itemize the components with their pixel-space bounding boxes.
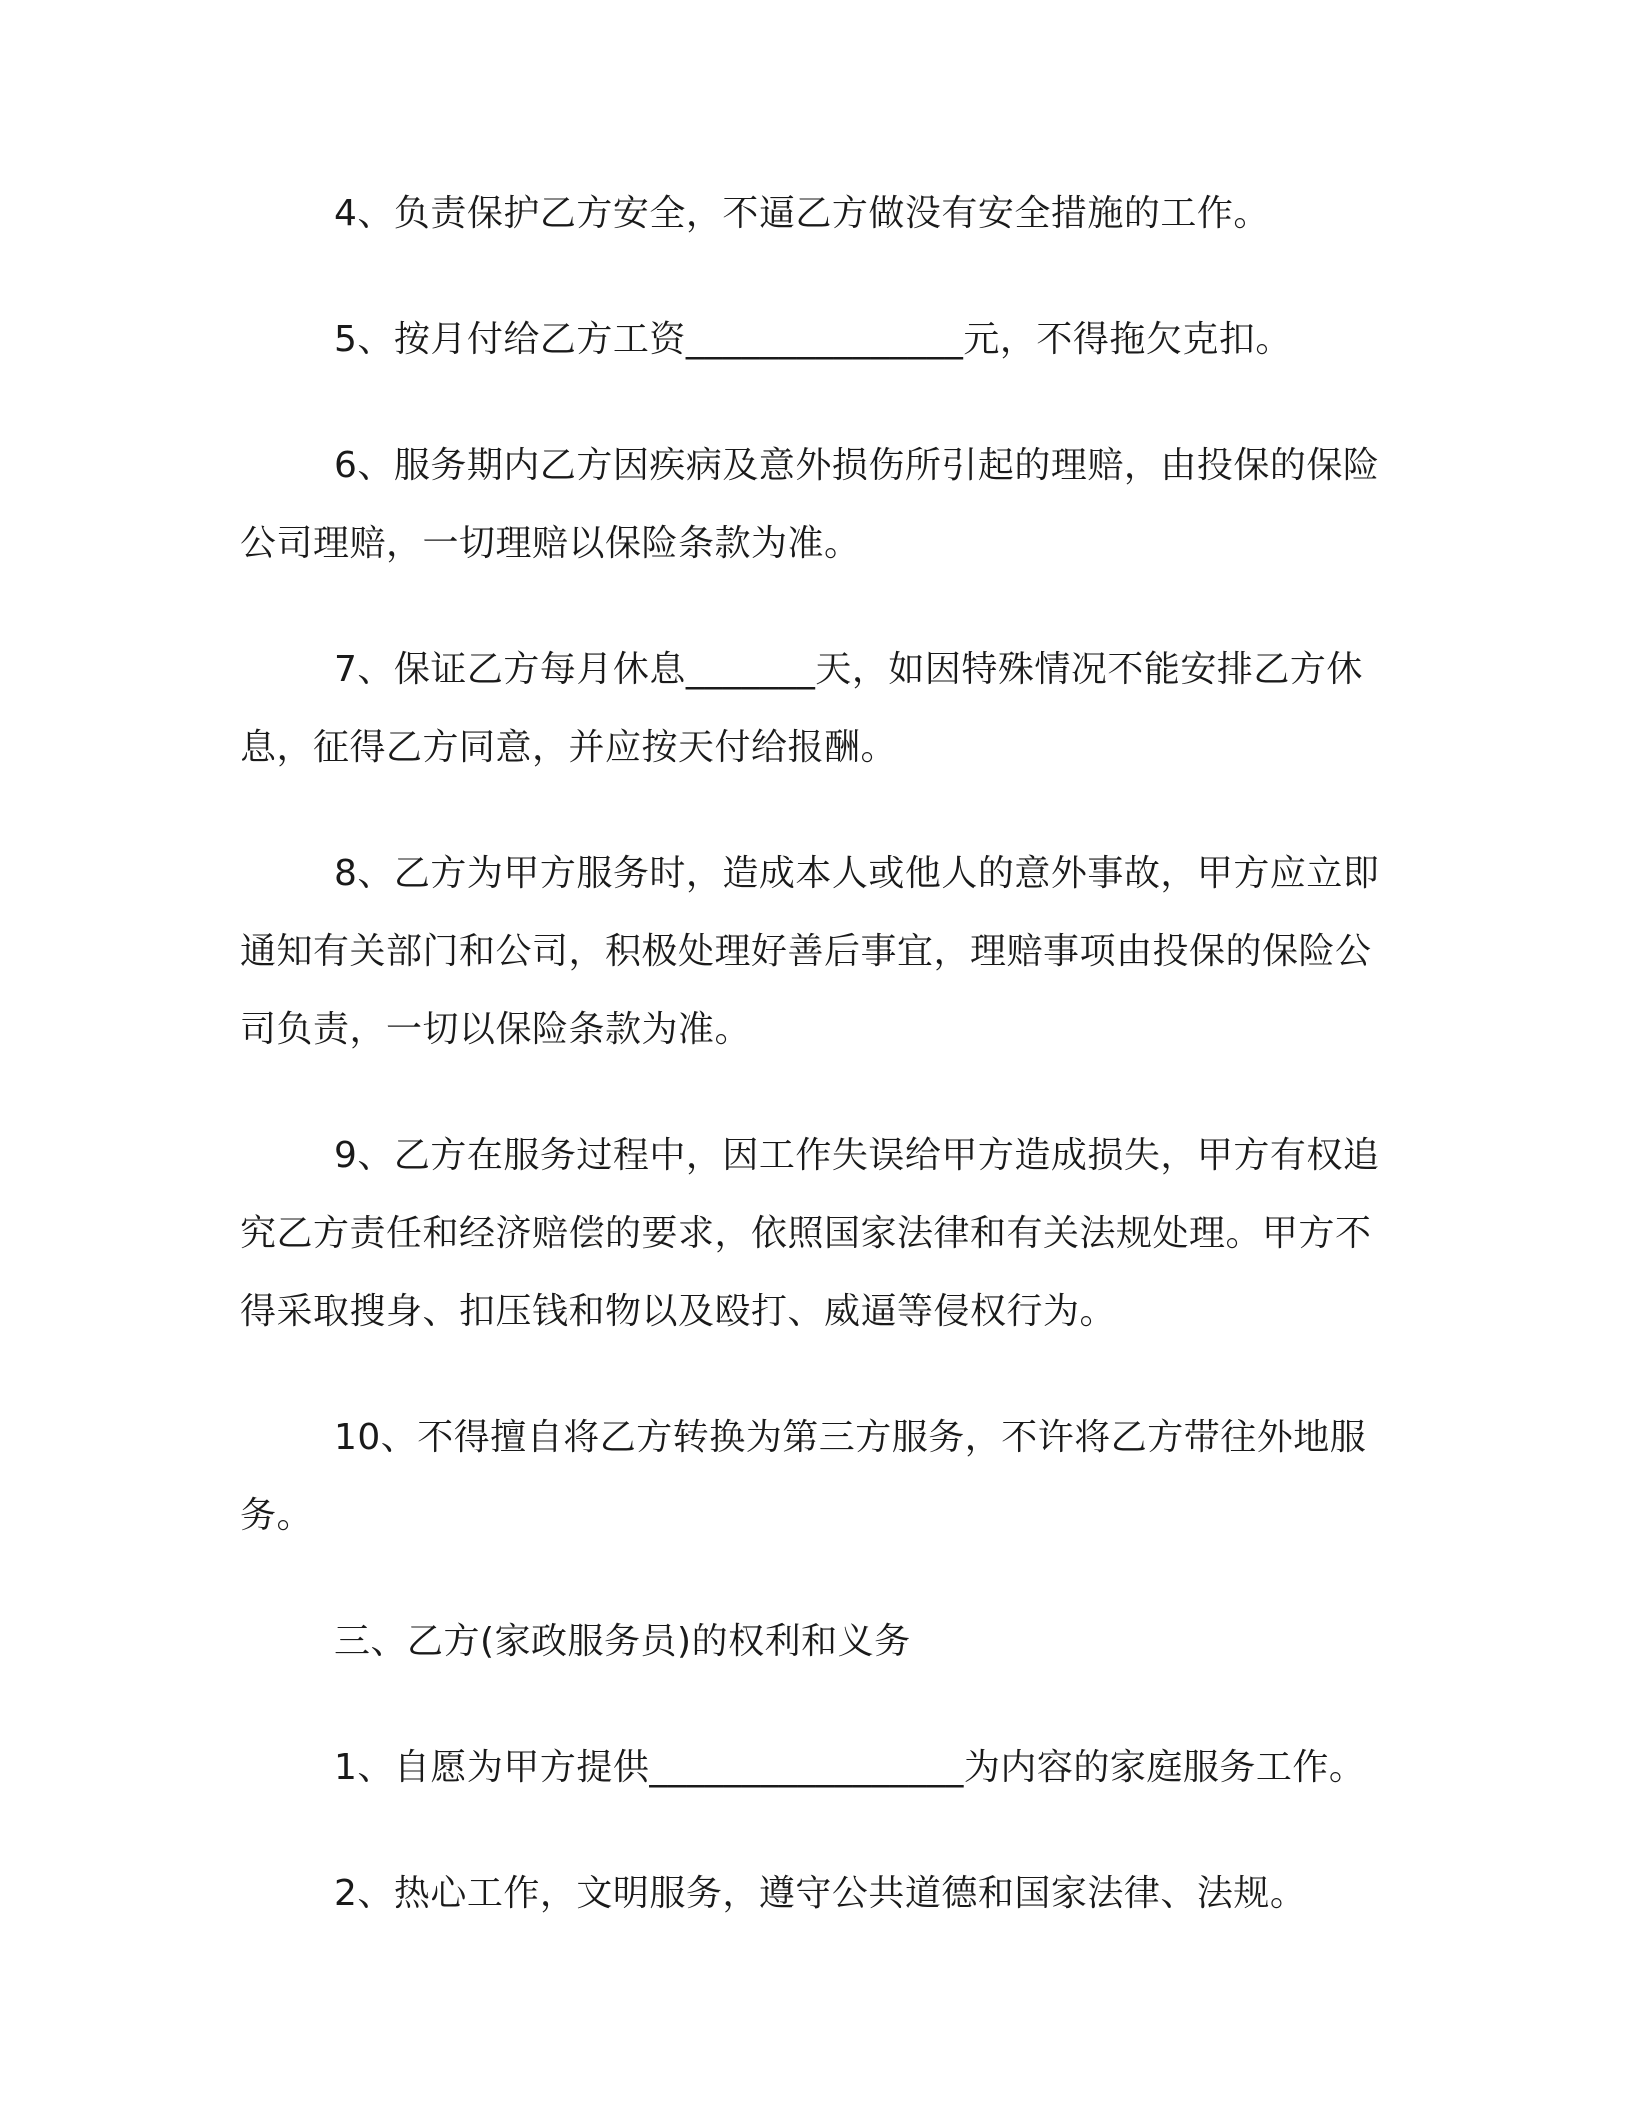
party-b-clause-1: 1、自愿为甲方提供_________________为内容的家庭服务工作。 [334,1747,1366,1788]
clause-6-insurance: 6、服务期内乙方因疾病及意外损伤所引起的理赔，由投保的保险公司理赔，一切理赔以保险条款为准。 [240,445,1380,564]
section-heading-party-b: 三、乙方(家政服务员)的权利和义务 [334,1621,911,1662]
clause-10-transfer: 10、不得擅自将乙方转换为第三方服务，不许将乙方带往外地服务。 [240,1417,1367,1536]
party-b-clause-2: 2、热心工作，文明服务，遵守公共道德和国家法律、法规。 [334,1873,1307,1914]
clause-7-rest-days: 7、保证乙方每月休息_______天，如因特殊情况不能安排乙方休息，征得乙方同意，并应按天付给报酬。 [240,649,1363,768]
document-body [240,175,1380,1981]
clause-9-damages: 9、乙方在服务过程中，因工作失误给甲方造成损失，甲方有权追究乙方责任和经济赔偿的要求，依照国家法律和有关法规处理。甲方不得采取搜身、扣压钱和物以及殴打、威逼等侵权行为。 [240,1135,1380,1332]
clause-4: 4、负责保护乙方安全，不逼乙方做没有安全措施的工作。 [334,193,1270,234]
clause-8-accident: 8、乙方为甲方服务时，造成本人或他人的意外事故，甲方应立即通知有关部门和公司，积极处理好善后事宜，理赔事项由投保的保险公司负责，一切以保险条款为准。 [240,853,1380,1050]
clause-5-salary: 5、按月付给乙方工资_______________元，不得拖欠克扣。 [334,319,1292,360]
